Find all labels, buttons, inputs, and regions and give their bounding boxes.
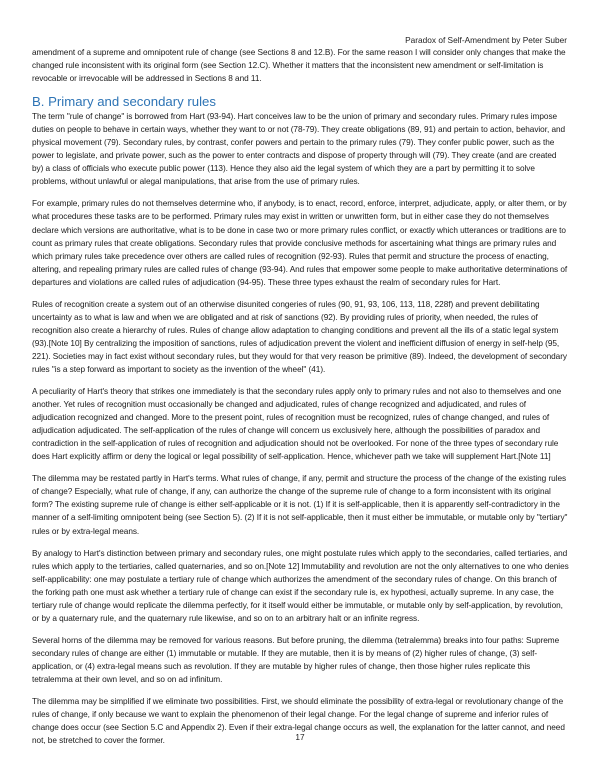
body-paragraph: The dilemma may be restated partly in Hart's terms. What rules of change, if any, permit and structure the process of the change of the existing rules of change? Especially, what rule of change, if any, can authorize the change of the supreme rule of change to a form inconsistent with its original form? The existing supreme rule of change is either self-applicable or it is not. (1) If it is self-applicable, then it is apparently self-contradictory in the manner of a self-limiting omnipotent being (see Section 5). (2) If it is not self-applicable, then it must either be immutable, or mutable only by "tertiary" rules or by extra-legal means. bbox=[32, 474, 568, 536]
intro-paragraph: amendment of a supreme and omnipotent rule of change (see Sections 8 and 12.B). For the same reason I will consider only changes that make the changed rule inconsistent with its original form (see Section 12.C). Whether it matters that the inconsistent new amendment or self-limitation is revocable or irrevocable will be addressed in Sections 8 and 11. bbox=[32, 48, 566, 84]
body-paragraph: Several horns of the dilemma may be removed for various reasons. But before pruning, the dilemma (tetralemma) breaks into four paths: Supreme secondary rules of change are either (1) immutable or mutable. If they are mutable, then it is by means of (2) higher rules of change, (3) self-application, or (4) extra-legal means such as revolution. If they are mutable by higher rules of change, then those higher rules replicate this tetralemma at their own level, and so on ad infinitum. bbox=[32, 635, 560, 684]
body-paragraph: For example, primary rules do not themselves determine who, if anybody, is to enact, record, enforce, interpret, adjudicate, apply, or alter them, or by what procedures these tasks are to be performed. Primary rules may exist in written or unwritten form, but in either case they do not themselves declare which versions are authoritative, what is to be done in case two or more primary rules conflict, or exactly which utterances or traditions are to count as primary rules that create obligations. Secondary rules that provide conclusive methods for ascertaining what things are primary rules and which primary rules take precedence over others are called rules of recognition (92-93). Rules that permit and structure the process of enacting, altering, and repealing primary rules are called rules of change (93-94). And rules that empower some people to make authoritative determinations of departures and violations are called rules of adjudication (94-95). These three types exhaust the realm of secondary rules for Hart. bbox=[32, 199, 568, 287]
body-paragraph: A peculiarity of Hart's theory that strikes one immediately is that the secondary rules apply only to primary rules and not also to themselves and one another. Yet rules of recognition must occasionally be changed and adjudicated, rules of change recognized and adjudicated, and rules of adjudication recognized and changed. More to the present point, rules of recognition must be recognized, rules of change changed, and rules of adjudication adjudicated. The self-application of the rules of change will concern us exclusively here, although the possibilities of paradox and contradiction in the self-application of rules of recognition and adjudication should not be overlooked. For none of the three types of secondary rule does Hart explicitly affirm or deny the logical or legal possibility of self-application. Hence, whichever path we take will supplement Hart.[Note 11] bbox=[32, 387, 562, 462]
body-paragraph: The dilemma may be simplified if we eliminate two possibilities. First, we should eliminate the possibility of extra-legal or revolutionary change of the rules of change, if only because we want to explain the phenomenon of their legal change. For the legal change of supreme and inferior rules of change does occur (see Section 5.C and Appendix 2). Even if their extra-legal change occurs as well, the explanation for the latter cannot, and need not, be stretched to cover the former. bbox=[32, 697, 565, 746]
page-content bbox=[32, 46, 569, 756]
body-paragraph: Rules of recognition create a system out of an otherwise disunited congeries of rules (90, 91, 93, 106, 113, 118, 228f) and prevent debilitating uncertainty as to what is law and when we are obligated and at risk of sanctions (92). By providing rules of priority, when needed, the rules of recognition also create a hierarchy of rules. Rules of change allow adaptation to changing conditions and prevent all the ills of a static legal system (93).[Note 10] By centralizing the imposition of sanctions, rules of adjudication prevent the violent and inefficient diffusion of energy in self-help (95, 221). Societies may in fact exist without secondary rules, but they would for that very reason be primitive (89). Indeed, the development of secondary rules "is a step forward as important to society as the invention of the wheel" (41). bbox=[32, 299, 567, 374]
running-header: Paradox of Self-Amendment by Peter Suber bbox=[405, 35, 567, 45]
section-heading: B. Primary and secondary rules bbox=[32, 94, 216, 110]
body-paragraph: By analogy to Hart's distinction between primary and secondary rules, one might postulate rules which apply to the secondaries, called tertiaries, and rules which apply to the tertiaries, called quaternaries, and so on.[Note 12] Immutability and revolution are not the only alternatives to one who denies self-applicability: one may postulate a tertiary rule of change which authorizes the amendment of the secondary rules of change. On this branch of the forking path one must ask whether a tertiary rule of change can exist if the secondary rule is, ex hypothesi, actually supreme. In any case, the tertiary rule of change would replicate the dilemma perfectly, for it itself would either be immutable, or mutable only by self-application, by revolution, or by a quaternary rule, and the quaternary rule likewise, and so on to an arbitrary halt or an infinite regress. bbox=[32, 548, 569, 623]
body-paragraph: The term "rule of change" is borrowed from Hart (93-94). Hart conceives law to be the union of primary and secondary rules. Primary rules impose duties on people to behave in certain ways, whether they want to or not (78-79). They create obligations (89, 91) and pertain to action, behavior, and physical movement (79). Secondary rules, by contrast, confer powers and pertain to the primary rules (79). They confer public power, such as the power to legislate, and private power, such as the power to enter contracts and dispose of property through will (79). They create (and are created by) a class of officials who execute public power (113). Hence they also aid the legal system of which they are a part by permitting it to solve problems, without unlawful or alegal manipulations, that arise from the use of primary rules. bbox=[32, 112, 566, 187]
page-number: 17 bbox=[295, 732, 305, 742]
